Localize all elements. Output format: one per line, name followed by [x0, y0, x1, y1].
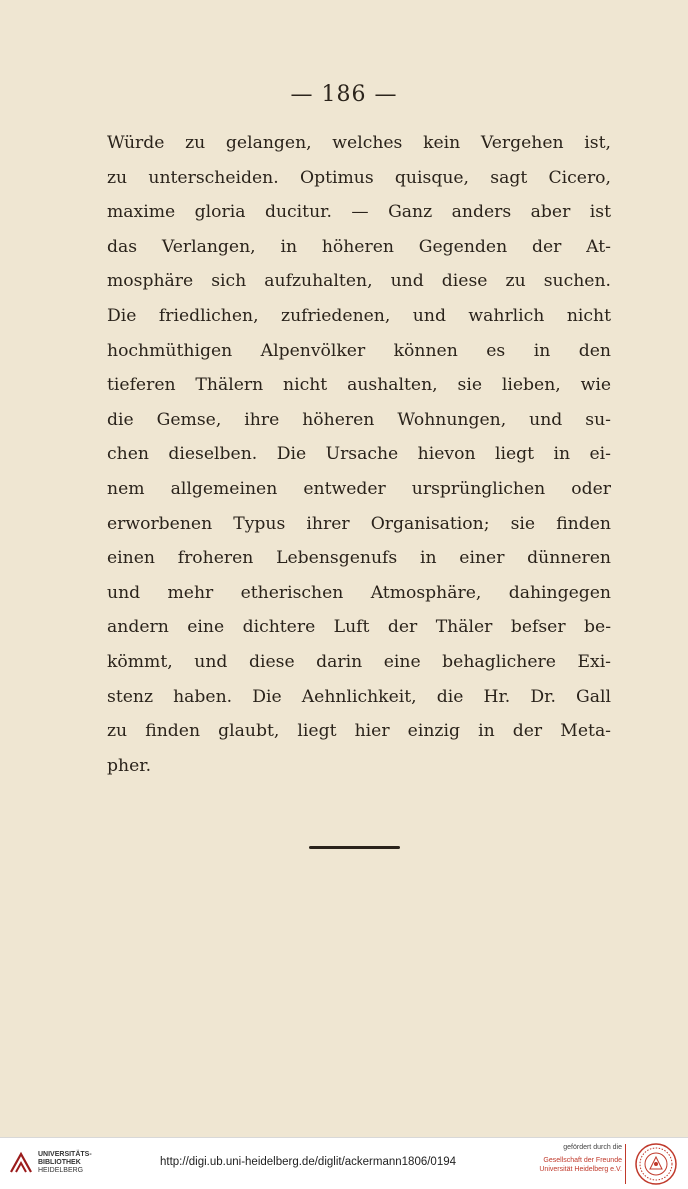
text-line: stenz haben. Die Aehnlichkeit, die Hr. Dr. Gall — [107, 686, 611, 707]
text-line: nem allgemeinen entweder ursprünglichen oder — [107, 478, 611, 499]
text-line: das Verlangen, in höheren Gegenden der At- — [107, 236, 611, 257]
library-name-line: HEIDELBERG — [38, 1167, 84, 1174]
sponsor-divider — [625, 1144, 626, 1184]
text-line: maxime gloria ducitur. — Ganz anders aber ist — [107, 202, 611, 223]
text-line: chen dieselben. Die Ursache hievon liegt in ei- — [107, 444, 611, 465]
university-seal-icon — [634, 1142, 678, 1186]
text-line: Würde zu gelangen, welches kein Vergehen ist, — [107, 133, 611, 153]
text-line: hochmüthigen Alpenvölker können es in den — [107, 340, 611, 361]
text-line: kömmt, und diese darin eine behaglichere Exi- — [107, 651, 611, 672]
text-line: einen froheren Lebensgenufs in einer dünneren — [107, 548, 611, 569]
library-name-line: UNIVERSITÄTS- — [38, 1151, 92, 1158]
text-line: und mehr etherischen Atmosphäre, dahingegen — [107, 582, 611, 603]
text-line: tieferen Thälern nicht aushalten, sie lieben, wie — [107, 375, 611, 396]
text-line: zu finden glaubt, liegt hier einzig in der Meta- — [107, 721, 611, 742]
page-number: — 186 — — [290, 82, 398, 107]
library-logo-icon — [8, 1150, 34, 1176]
sponsor-org: Universität Heidelberg e.V. — [539, 1166, 622, 1173]
text-line: mosphäre sich aufzuhalten, und diese zu suchen. — [107, 271, 611, 292]
library-name — [38, 1151, 92, 1175]
text-line: zu unterscheiden. Optimus quisque, sagt Cicero, — [107, 167, 611, 188]
sponsor-lead: gefördert durch die — [563, 1144, 622, 1151]
text-line: die Gemse, ihre höheren Wohnungen, und su- — [107, 409, 611, 430]
sponsor-credit — [492, 1143, 622, 1174]
end-ornament-rule — [309, 846, 400, 849]
library-name-line: BIBLIOTHEK — [38, 1159, 81, 1166]
text-line: pher. — [107, 755, 152, 776]
text-line: erworbenen Typus ihrer Organisation; sie finden — [107, 513, 611, 534]
text-line: Die friedlichen, zufriedenen, und wahrlich nicht — [107, 305, 611, 326]
body-text — [107, 126, 611, 783]
sponsor-org: Gesellschaft der Freunde — [543, 1157, 622, 1164]
permalink-url[interactable]: http://digi.ub.uni-heidelberg.de/diglit/ackermann1806/0194 — [160, 1156, 457, 1168]
footer-bar — [0, 1137, 688, 1189]
text-line: andern eine dichtere Luft der Thäler befser be- — [107, 617, 611, 638]
